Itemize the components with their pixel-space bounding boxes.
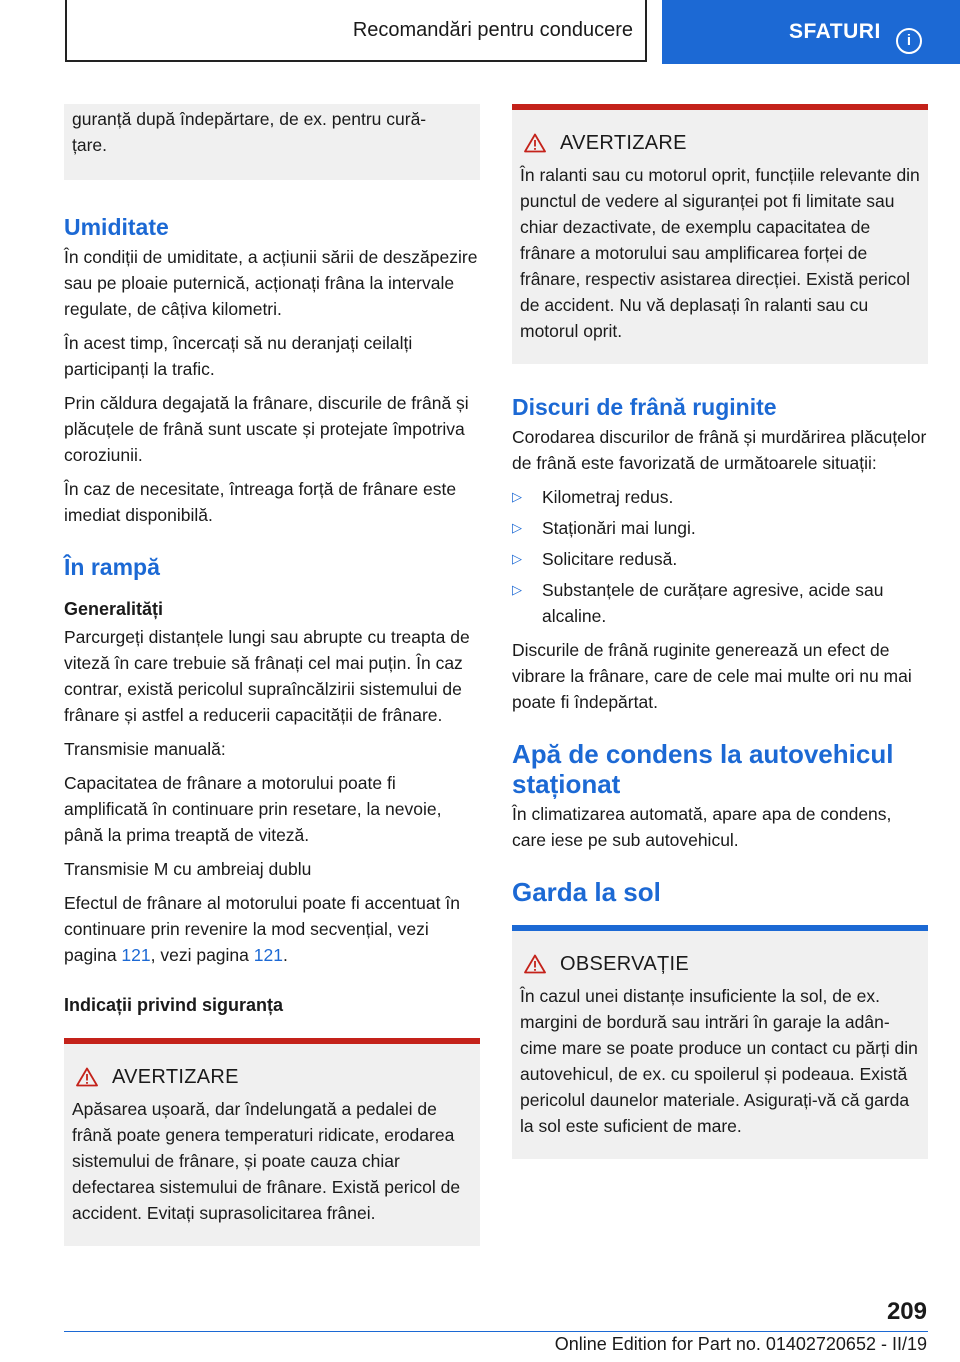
paragraph: Prin căldura degajată la frânare, discurile de frână și plăcuțele de frână sunt uscate și protejate împotriva coroziunii. — [64, 393, 469, 465]
list-item: ▷ Staționări mai lungi. — [512, 515, 928, 541]
paragraph: Transmisie manuală: — [64, 739, 226, 759]
page-link-121[interactable]: 121 — [253, 945, 283, 965]
conditions-list — [512, 484, 928, 629]
heading-discuri-ruginite: Discuri de frână ruginite — [512, 394, 777, 420]
triangle-bullet-icon: ▷ — [512, 489, 522, 504]
warning-header — [72, 1064, 472, 1090]
right-column — [512, 104, 928, 1159]
paragraph: Discurile de frână ruginite generează un efect de vibrare la frânare, care de cele mai multe ori nu mai poate fi îndepărtat. — [512, 640, 912, 712]
page-link-121[interactable]: 121 — [121, 945, 151, 965]
warning-box — [64, 1038, 480, 1246]
header-section-title: Recomandări pentru conducere — [352, 18, 633, 41]
left-column — [64, 104, 480, 1246]
section-umiditate — [64, 212, 480, 528]
observatie-text: În cazul unei distanțe insuficiente la sol, de ex. margini de bordură sau intrări în garaje la adâncime mare se poate produce un contact cu părți din autovehicul, de ex. cu spoilerul și podeaua. Există pericolul daunelor materiale. Asigurați-vă că garda la sol este suficient de mare. — [520, 986, 918, 1136]
footer-divider — [64, 1331, 928, 1332]
paragraph: În caz de necesitate, întreaga forță de frânare este imediat disponibilă. — [64, 479, 457, 525]
paragraph: Capacitatea de frânare a motorului poate fi amplificată în continuare prin resetare, la nevoie, până la prima treaptă de viteză. — [64, 773, 442, 845]
header-tab-label: SFATURI — [789, 20, 881, 43]
paragraph: Corodarea discurilor de frână și murdărirea plăcuțelor de frână este favorizată de următoarele situații: — [512, 427, 927, 473]
warning-title: AVERTIZARE — [560, 132, 687, 154]
footer-edition: Online Edition for Part no. 01402720652 - II/19 — [554, 1334, 927, 1354]
section-in-rampa — [64, 552, 480, 968]
warning-box — [512, 104, 928, 364]
paragraph: În climatizarea automată, apare apa de condens, care iese pe sub autovehicul. — [512, 804, 892, 850]
list-item: ▷ Substanțele de curățare agresive, acide sau alcaline. — [512, 577, 928, 629]
observatie-box — [512, 925, 928, 1159]
paragraph: Transmisie M cu ambreiaj dublu — [64, 859, 312, 879]
subheading-indicatii-siguranta: Indicații privind siguranța — [64, 995, 284, 1015]
warning-header — [520, 130, 920, 156]
subheading-generalitati: Generalități — [64, 599, 164, 619]
triangle-bullet-icon: ▷ — [512, 582, 522, 597]
warning-title: AVERTIZARE — [112, 1066, 239, 1088]
triangle-bullet-icon: ▷ — [512, 520, 522, 535]
triangle-bullet-icon: ▷ — [512, 551, 522, 566]
warning-triangle-icon — [76, 1067, 98, 1087]
list-item: ▷ Kilometraj redus. — [512, 484, 928, 510]
observatie-title: OBSERVAȚIE — [560, 953, 689, 975]
section-discuri-ruginite — [512, 392, 928, 715]
heading-umiditate: Umiditate — [64, 214, 169, 240]
info-icon[interactable]: i — [896, 28, 922, 54]
paragraph-with-links: Efectul de frânare al motorului poate fi accentuat în continuare prin revenire la mod secvențial, vezi pagina 121, vezi pagina 121. — [64, 893, 460, 965]
observatie-header — [520, 951, 920, 977]
continued-note-box — [64, 104, 480, 180]
warning-text: Apăsarea ușoară, dar îndelungată a pedalei de frână poate genera temperaturi ridicate, erodarea sistemului de frânare, și poate cauza chiar defectarea sistemului de frânare. Există pericol de accident. Evitați suprasolicitarea frânei. — [72, 1099, 461, 1223]
paragraph: Parcurgeți distanțele lungi sau abrupte cu treapta de viteză în care trebuie să frânați cel mai puțin. În caz contrar, există pericolul supraîncălzirii sistemului de frânare și astfel a reducerii capacității de frânare. — [64, 627, 470, 725]
heading-garda-la-sol: Garda la sol — [512, 877, 661, 907]
paragraph: În condiții de umiditate, a acțiunii sării de deszăpezire sau pe ploaie puternică, acționați frâna la intervale regulate, de câțiva kilometri. — [64, 247, 478, 319]
warning-triangle-icon — [524, 133, 546, 153]
heading-in-rampa: În rampă — [64, 554, 160, 580]
warning-triangle-icon — [524, 954, 546, 974]
paragraph: În acest timp, încercați să nu deranjați ceilalți participanți la trafic. — [64, 333, 413, 379]
continued-note-text: guranță după îndepărtare, de ex. pentru cură‐ țare. — [72, 109, 427, 155]
warning-text: În ralanti sau cu motorul oprit, funcțiile relevante din punctul de vedere al siguranței pot fi limitate sau chiar dezactivate, de exemplu capacitatea de frânare a motorului sau amplificarea forței de frânare, respectiv asistarea direcției. Există pericol de accident. Nu vă deplasați în ralanti sau cu motorul oprit. — [520, 165, 920, 341]
list-item: ▷ Solicitare redusă. — [512, 546, 928, 572]
section-apa-condens — [512, 739, 928, 853]
header-section-title-box — [65, 0, 647, 62]
heading-apa-condens: Apă de condens la autovehicul staționat — [512, 739, 894, 799]
page-number: 209 — [886, 1298, 927, 1325]
